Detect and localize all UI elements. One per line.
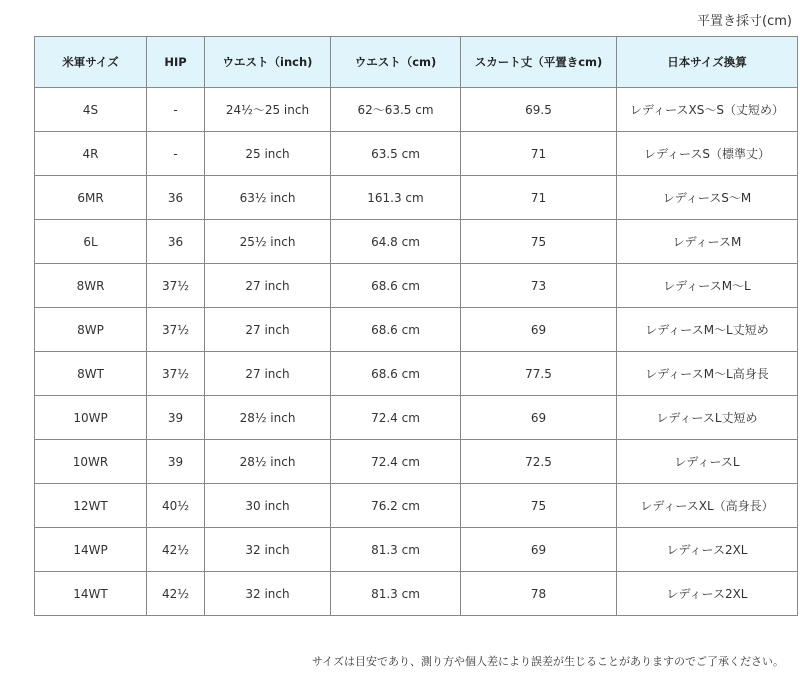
cell-skirt-length: 75 xyxy=(461,220,617,264)
cell-us-size: 10WR xyxy=(35,440,147,484)
cell-us-size: 6MR xyxy=(35,176,147,220)
cell-waist-cm: 64.8 cm xyxy=(331,220,461,264)
table-row xyxy=(35,220,798,264)
cell-hip: - xyxy=(147,88,205,132)
cell-us-size: 4R xyxy=(35,132,147,176)
unit-note: 平置き採寸(cm) xyxy=(697,14,792,29)
table-row xyxy=(35,88,798,132)
cell-waist-cm: 76.2 cm xyxy=(331,484,461,528)
cell-waist-cm: 161.3 cm xyxy=(331,176,461,220)
header-hip: HIP xyxy=(147,37,205,88)
cell-waist-inch: 32 inch xyxy=(205,528,331,572)
table-body xyxy=(35,88,798,616)
table-row xyxy=(35,440,798,484)
cell-skirt-length: 71 xyxy=(461,176,617,220)
cell-waist-inch: 25 inch xyxy=(205,132,331,176)
cell-skirt-length: 69 xyxy=(461,308,617,352)
cell-waist-inch: 25½ inch xyxy=(205,220,331,264)
cell-skirt-length: 69 xyxy=(461,528,617,572)
cell-japan-size: レディースM xyxy=(617,220,798,264)
cell-waist-cm: 81.3 cm xyxy=(331,528,461,572)
header-waist-cm: ウエスト（cm) xyxy=(331,37,461,88)
header-skirt-length: スカート丈（平置きcm) xyxy=(461,37,617,88)
cell-us-size: 8WP xyxy=(35,308,147,352)
table-row xyxy=(35,572,798,616)
cell-hip: 37½ xyxy=(147,264,205,308)
table-header xyxy=(35,37,798,88)
cell-us-size: 12WT xyxy=(35,484,147,528)
cell-hip: 37½ xyxy=(147,308,205,352)
cell-hip: 42½ xyxy=(147,572,205,616)
table-row xyxy=(35,396,798,440)
cell-waist-cm: 68.6 cm xyxy=(331,264,461,308)
cell-japan-size: レディースL xyxy=(617,440,798,484)
cell-hip: - xyxy=(147,132,205,176)
cell-hip: 39 xyxy=(147,396,205,440)
cell-japan-size: レディースL丈短め xyxy=(617,396,798,440)
header-row xyxy=(35,37,798,88)
cell-japan-size: レディースXS〜S（丈短め） xyxy=(617,88,798,132)
table-row xyxy=(35,264,798,308)
header-us-size: 米軍サイズ xyxy=(35,37,147,88)
cell-skirt-length: 78 xyxy=(461,572,617,616)
cell-us-size: 6L xyxy=(35,220,147,264)
cell-japan-size: レディースS〜M xyxy=(617,176,798,220)
cell-waist-inch: 27 inch xyxy=(205,264,331,308)
cell-us-size: 14WT xyxy=(35,572,147,616)
cell-waist-cm: 62〜63.5 cm xyxy=(331,88,461,132)
cell-skirt-length: 75 xyxy=(461,484,617,528)
cell-waist-inch: 28½ inch xyxy=(205,396,331,440)
header-waist-inch: ウエスト（inch) xyxy=(205,37,331,88)
cell-hip: 36 xyxy=(147,220,205,264)
table-row xyxy=(35,484,798,528)
cell-waist-inch: 24½〜25 inch xyxy=(205,88,331,132)
cell-japan-size: レディースM〜L高身長 xyxy=(617,352,798,396)
cell-waist-cm: 81.3 cm xyxy=(331,572,461,616)
cell-skirt-length: 72.5 xyxy=(461,440,617,484)
table-row xyxy=(35,176,798,220)
cell-skirt-length: 77.5 xyxy=(461,352,617,396)
cell-us-size: 10WP xyxy=(35,396,147,440)
cell-us-size: 4S xyxy=(35,88,147,132)
table-row xyxy=(35,528,798,572)
header-japan-size: 日本サイズ換算 xyxy=(617,37,798,88)
table-row xyxy=(35,352,798,396)
cell-waist-cm: 68.6 cm xyxy=(331,308,461,352)
cell-waist-cm: 72.4 cm xyxy=(331,440,461,484)
cell-japan-size: レディースM〜L丈短め xyxy=(617,308,798,352)
size-table xyxy=(34,36,798,616)
cell-us-size: 8WR xyxy=(35,264,147,308)
cell-waist-inch: 27 inch xyxy=(205,352,331,396)
cell-japan-size: レディースS（標準丈） xyxy=(617,132,798,176)
table-row xyxy=(35,308,798,352)
cell-waist-cm: 68.6 cm xyxy=(331,352,461,396)
cell-waist-cm: 63.5 cm xyxy=(331,132,461,176)
cell-japan-size: レディース2XL xyxy=(617,528,798,572)
table-row xyxy=(35,132,798,176)
cell-us-size: 14WP xyxy=(35,528,147,572)
cell-japan-size: レディースXL（高身長） xyxy=(617,484,798,528)
cell-skirt-length: 73 xyxy=(461,264,617,308)
cell-skirt-length: 69.5 xyxy=(461,88,617,132)
cell-waist-inch: 30 inch xyxy=(205,484,331,528)
cell-us-size: 8WT xyxy=(35,352,147,396)
cell-waist-inch: 27 inch xyxy=(205,308,331,352)
cell-waist-inch: 63½ inch xyxy=(205,176,331,220)
cell-hip: 37½ xyxy=(147,352,205,396)
cell-waist-inch: 32 inch xyxy=(205,572,331,616)
cell-hip: 42½ xyxy=(147,528,205,572)
cell-waist-inch: 28½ inch xyxy=(205,440,331,484)
cell-skirt-length: 71 xyxy=(461,132,617,176)
cell-hip: 40½ xyxy=(147,484,205,528)
cell-hip: 36 xyxy=(147,176,205,220)
cell-waist-cm: 72.4 cm xyxy=(331,396,461,440)
cell-skirt-length: 69 xyxy=(461,396,617,440)
disclaimer-footnote: サイズは目安であり、測り方や個人差により誤差が生じることがありますのでご了承ください。 xyxy=(311,655,784,668)
cell-hip: 39 xyxy=(147,440,205,484)
cell-japan-size: レディース2XL xyxy=(617,572,798,616)
cell-japan-size: レディースM〜L xyxy=(617,264,798,308)
